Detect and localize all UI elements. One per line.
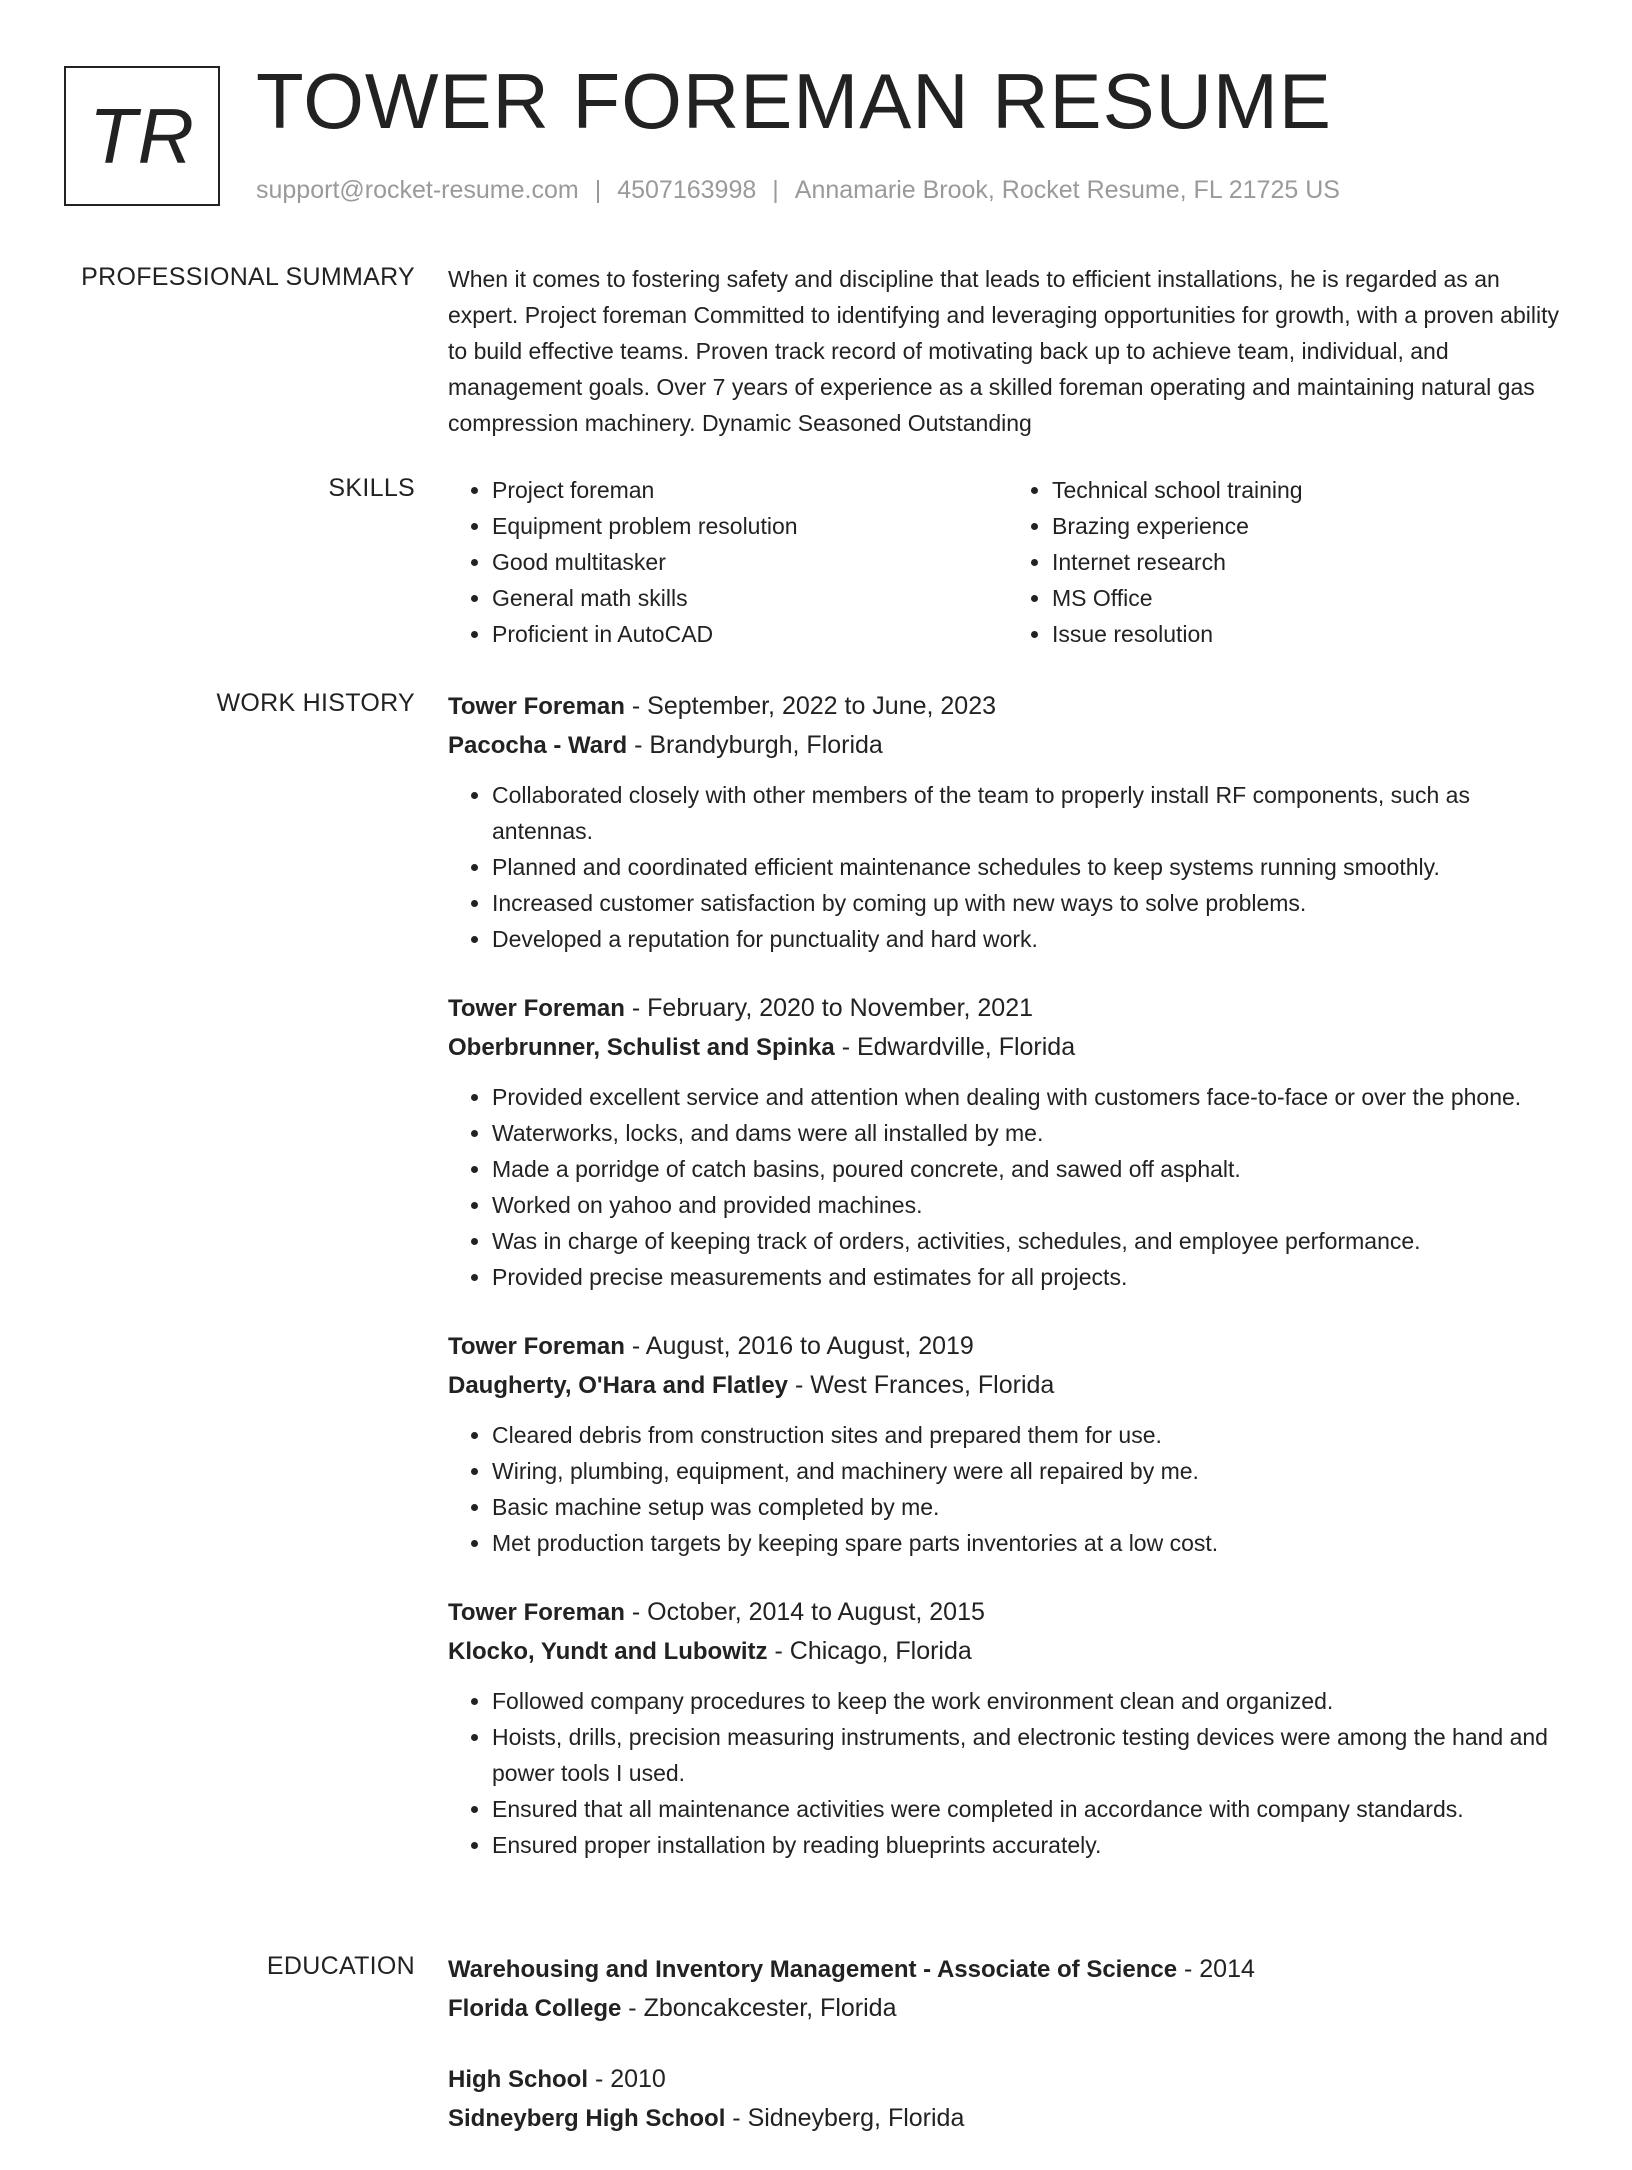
contact-address: Annamarie Brook, Rocket Resume, FL 21725 US <box>794 176 1340 204</box>
skills-list-right <box>1008 472 1568 652</box>
skill-item: • Proficient in AutoCAD <box>492 616 1008 652</box>
job-company-line: Pacocha - Ward - Brandyburgh, Florida <box>448 731 883 759</box>
education-location: Zboncakcester, Florida <box>643 1994 897 2022</box>
skill-item: • Technical school training <box>1052 472 1568 508</box>
education-school-line: Sidneyberg High School - Sidneyberg, Florida <box>448 2104 965 2132</box>
job-company: Daugherty, O'Hara and Flatley <box>448 1372 789 1399</box>
job-title: Tower Foreman <box>448 693 625 720</box>
education-location: Sidneyberg, Florida <box>747 2104 965 2132</box>
skills-heading: SKILLS <box>328 474 415 502</box>
job-company: Oberbrunner, Schulist and Spinka <box>448 1034 835 1061</box>
skill-item: • Brazing experience <box>1052 508 1568 544</box>
education-heading: EDUCATION <box>266 1952 415 1980</box>
summary-text: When it comes to fostering safety and discipline that leads to efficient installations, he is regarded as an expert. Project foreman Committed to identifying and leveraging opportunities for growth, with a proven ability to build effective teams. Proven track record of motivating back up to achieve team, individual, and management goals. Over 7 years of experience as a skilled foreman operating and maintaining natural gas compression machinery. Dynamic Seasoned Outstanding <box>448 266 1559 436</box>
job-title: Tower Foreman <box>448 995 625 1022</box>
job-bullet: • Wiring, plumbing, equipment, and machinery were all repaired by me. <box>492 1453 1568 1489</box>
job-company-line: Oberbrunner, Schulist and Spinka - Edwardville, Florida <box>448 1033 1076 1061</box>
job-bullet: • Basic machine setup was completed by me. <box>492 1489 1568 1525</box>
summary-heading: PROFESSIONAL SUMMARY <box>81 263 415 291</box>
job-dates: September, 2022 to June, 2023 <box>647 692 997 720</box>
contact-phone[interactable]: 4507163998 <box>617 176 757 204</box>
education-degree-line: Warehousing and Inventory Management - Associate of Science - 2014 <box>448 1955 1255 1983</box>
skill-item: • Issue resolution <box>1052 616 1568 652</box>
resume-title: TOWER FOREMAN RESUME <box>256 57 1332 145</box>
contact-separator: | <box>594 176 602 204</box>
job-location: West Frances, Florida <box>810 1371 1055 1399</box>
skill-item: • Project foreman <box>492 472 1008 508</box>
education-year: 2010 <box>610 2065 666 2093</box>
job-dates: October, 2014 to August, 2015 <box>647 1598 985 1626</box>
contact-line <box>256 174 1340 206</box>
job-bullet: • Collaborated closely with other members of the team to properly install RF components, such as antennas. <box>492 777 1568 849</box>
job-bullet: • Was in charge of keeping track of orders, activities, schedules, and employee performance. <box>492 1223 1568 1259</box>
job-title-line: Tower Foreman - August, 2016 to August, 2019 <box>448 1332 974 1360</box>
skill-item: • MS Office <box>1052 580 1568 616</box>
job-bullet: • Ensured that all maintenance activities were completed in accordance with company standards. <box>492 1791 1568 1827</box>
education-degree-line: High School - 2010 <box>448 2065 666 2093</box>
job-bullet: • Ensured proper installation by reading blueprints accurately. <box>492 1827 1568 1863</box>
skill-item: • Equipment problem resolution <box>492 508 1008 544</box>
job-bullets <box>448 1683 1568 1863</box>
job-bullets <box>448 1417 1568 1561</box>
job-entry <box>448 1327 1568 1561</box>
job-company: Pacocha - Ward <box>448 732 628 759</box>
work-history-content <box>448 687 1568 1895</box>
contact-email[interactable]: support@rocket-resume.com <box>256 176 579 204</box>
skills-content <box>448 472 1568 652</box>
education-degree: High School <box>448 2066 588 2093</box>
job-company-line: Daugherty, O'Hara and Flatley - West Frances, Florida <box>448 1371 1055 1399</box>
education-content <box>448 1950 1568 2170</box>
education-entry <box>448 2060 1568 2138</box>
contact-separator: | <box>772 176 779 204</box>
job-title: Tower Foreman <box>448 1333 625 1360</box>
skill-item: • General math skills <box>492 580 1008 616</box>
skill-item: • Good multitasker <box>492 544 1008 580</box>
skills-list-left <box>448 472 1008 652</box>
job-entry <box>448 687 1568 957</box>
job-bullet: • Hoists, drills, precision measuring instruments, and electronic testing devices were among the hand and power tools I used. <box>492 1719 1568 1791</box>
job-bullet: • Cleared debris from construction sites and prepared them for use. <box>492 1417 1568 1453</box>
job-bullet: • Made a porridge of catch basins, poured concrete, and sawed off asphalt. <box>492 1151 1568 1187</box>
job-title-line: Tower Foreman - February, 2020 to November, 2021 <box>448 994 1034 1022</box>
job-location: Chicago, Florida <box>789 1637 972 1665</box>
job-title-line: Tower Foreman - September, 2022 to June, 2023 <box>448 692 997 720</box>
job-bullets <box>448 1079 1568 1295</box>
monogram: TR <box>64 66 220 206</box>
job-bullet: • Increased customer satisfaction by coming up with new ways to solve problems. <box>492 885 1568 921</box>
job-dates: August, 2016 to August, 2019 <box>645 1332 974 1360</box>
job-company: Klocko, Yundt and Lubowitz <box>448 1638 768 1665</box>
education-school-line: Florida College - Zboncakcester, Florida <box>448 1994 897 2022</box>
job-dates: February, 2020 to November, 2021 <box>647 994 1034 1022</box>
job-location: Edwardville, Florida <box>856 1033 1076 1061</box>
job-title-line: Tower Foreman - October, 2014 to August, 2015 <box>448 1598 985 1626</box>
job-location: Brandyburgh, Florida <box>649 731 883 759</box>
work-history-heading: WORK HISTORY <box>216 689 415 717</box>
education-year: 2014 <box>1199 1955 1255 1983</box>
job-entry <box>448 989 1568 1295</box>
job-company-line: Klocko, Yundt and Lubowitz - Chicago, Florida <box>448 1637 972 1665</box>
job-bullet: • Developed a reputation for punctuality and hard work. <box>492 921 1568 957</box>
skill-item: • Internet research <box>1052 544 1568 580</box>
job-bullet: • Provided excellent service and attention when dealing with customers face-to-face or over the phone. <box>492 1079 1568 1115</box>
job-title: Tower Foreman <box>448 1599 625 1626</box>
job-bullet: • Waterworks, locks, and dams were all installed by me. <box>492 1115 1568 1151</box>
education-school: Florida College <box>448 1995 622 2022</box>
job-bullet: • Followed company procedures to keep the work environment clean and organized. <box>492 1683 1568 1719</box>
job-bullet: • Met production targets by keeping spare parts inventories at a low cost. <box>492 1525 1568 1561</box>
education-entry <box>448 1950 1568 2028</box>
job-bullet: • Planned and coordinated efficient maintenance schedules to keep systems running smoothly. <box>492 849 1568 885</box>
job-bullet: • Worked on yahoo and provided machines. <box>492 1187 1568 1223</box>
job-bullet: • Provided precise measurements and estimates for all projects. <box>492 1259 1568 1295</box>
job-entry <box>448 1593 1568 1863</box>
education-degree: Warehousing and Inventory Management - Associate of Science <box>448 1956 1178 1983</box>
summary-content <box>448 261 1568 441</box>
job-bullets <box>448 777 1568 957</box>
education-school: Sidneyberg High School <box>448 2105 726 2132</box>
